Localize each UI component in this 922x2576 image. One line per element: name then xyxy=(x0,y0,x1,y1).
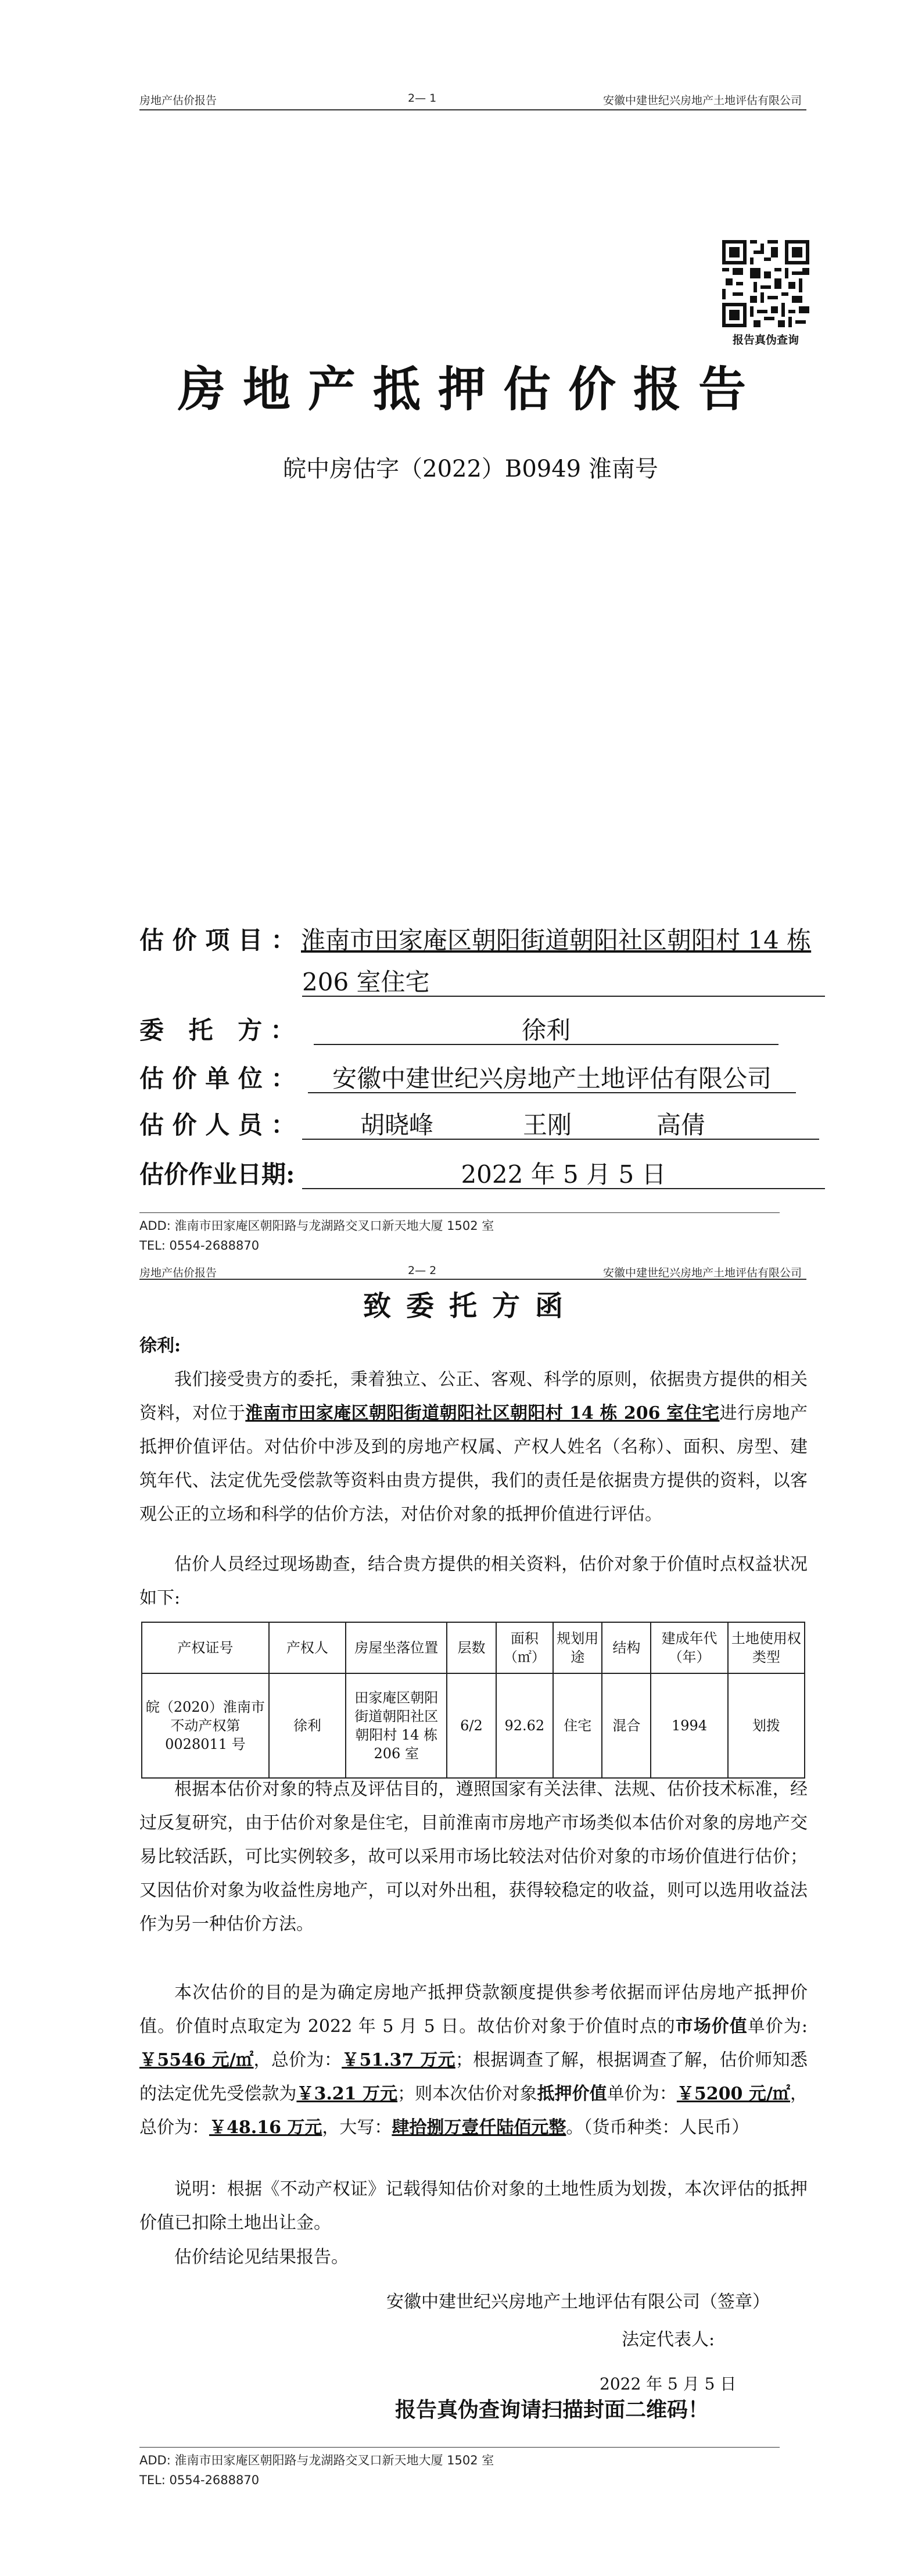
client-label: 委 托 方： xyxy=(139,1016,303,1044)
info-date xyxy=(139,1155,825,1196)
info-project-cont xyxy=(139,963,825,1004)
paragraph-5: 说明：根据《不动产权证》记载得知估价对象的土地性质为划拨，本次评估的抵押价值已扣除土地出让金。 xyxy=(139,2179,808,2233)
paragraph-3: 根据本估价对象的特点及评估目的，遵照国家有关法律、法规、估价技术标准，经过反复研究，由于估价对象是住宅，目前淮南市房地产市场类似本估价对象的房地产交易比较活跃，可比实例较多，故可以采用市场比较法对估价对象的市场价值进行估价；又因估价对象为收益性房地产，可以对外出租，获得较稳定的收益，则可以选用收益法作为另一种估价方法。 xyxy=(139,1779,808,1934)
header-right: 安徽中建世纪兴房地产土地评估有限公司 xyxy=(602,1266,802,1279)
p4-mortgage-unit-price: ￥5200 元/㎡ xyxy=(676,2084,791,2104)
p4-mortgage-value-label: 抵押价值 xyxy=(537,2084,607,2104)
qr-caption: 报告真伪查询 xyxy=(732,334,799,346)
page1-footer xyxy=(139,1216,494,1255)
p4-text: 单价为： xyxy=(607,2084,677,2104)
table-header-cell: 产权证号 xyxy=(142,1622,269,1673)
info-unit xyxy=(139,1060,825,1100)
table-cell: 田家庵区朝阳街道朝阳社区朝阳村 14 栋 206 室 xyxy=(346,1673,447,1778)
paragraph-6: 估价结论见结果报告。 xyxy=(174,2247,349,2267)
p4-text: 单价为: xyxy=(747,2016,808,2037)
appraiser-3: 高倩 xyxy=(656,1111,706,1139)
header-rule xyxy=(139,109,806,110)
p4-text: ，总价为： xyxy=(139,2084,808,2138)
footer-tel: TEL: 0554-2688870 xyxy=(139,2473,260,2487)
project-value-line1: 淮南市田家庵区朝阳街道朝阳社区朝阳村 14 栋 xyxy=(301,926,812,954)
qr-code-icon[interactable] xyxy=(722,240,809,327)
table-header-cell: 规划用途 xyxy=(553,1622,602,1673)
table-row xyxy=(142,1673,805,1778)
report-title: 房地产抵押估价报告 xyxy=(177,362,763,417)
table-cell: 划拨 xyxy=(728,1673,805,1778)
header-left: 房地产估价报告 xyxy=(139,94,217,107)
footer-rule xyxy=(139,2447,780,2448)
unit-label: 估 价 单 位 ： xyxy=(139,1064,296,1093)
header-rule xyxy=(139,1279,806,1280)
appraiser-2: 王刚 xyxy=(523,1111,572,1139)
date-value: 2022 年 5 月 5 日 xyxy=(302,1155,825,1189)
footer-rule xyxy=(139,1212,780,1213)
table-header-cell: 房屋坐落位置 xyxy=(346,1622,447,1673)
info-project xyxy=(139,921,825,962)
table-cell: 住宅 xyxy=(553,1673,602,1778)
footer-address: ADD: 淮南市田家庵区朝阳路与龙湖路交叉口新天地大厦 1502 室 xyxy=(139,1219,494,1233)
p4-market-value-label: 市场价值 xyxy=(675,2016,748,2037)
appraiser-1: 胡晓峰 xyxy=(360,1111,434,1139)
paragraph-2: 估价人员经过现场勘查，结合贵方提供的相关资料，估价对象于价值时点权益状况如下: xyxy=(139,1554,808,1608)
table-header-cell: 结构 xyxy=(602,1622,651,1673)
table-header-row xyxy=(142,1622,805,1673)
table-header-cell: 土地使用权类型 xyxy=(728,1622,805,1673)
header-right: 安徽中建世纪兴房地产土地评估有限公司 xyxy=(602,94,802,107)
p4-mortgage-total-price: ￥48.16 万元 xyxy=(209,2117,322,2138)
project-value-line2: 206 室住宅 xyxy=(302,963,825,997)
table-header-cell: 建成年代（年） xyxy=(651,1622,727,1673)
table-header-cell: 产权人 xyxy=(269,1622,346,1673)
p4-text: ，总价为： xyxy=(253,2050,342,2070)
p4-text: ；根据调查了解，根据调查了解，估价师知悉的法定优先受偿款为 xyxy=(139,2050,808,2104)
p1-property-address: 淮南市田家庵区朝阳街道朝阳社区朝阳村 14 栋 206 室住宅 xyxy=(245,1403,720,1423)
header-left: 房地产估价报告 xyxy=(139,1266,217,1279)
addressee: 徐利: xyxy=(139,1336,181,1356)
sign-representative: 法定代表人: xyxy=(622,2330,715,2350)
unit-value: 安徽中建世纪兴房地产土地评估有限公司 xyxy=(308,1060,796,1093)
date-label: 估价作业日期: xyxy=(139,1160,295,1189)
table-cell: 92.62 xyxy=(496,1673,554,1778)
sign-company: 安徽中建世纪兴房地产土地评估有限公司（签章） xyxy=(386,2292,770,2312)
report-number: 皖中房估字（2022）B0949 淮南号 xyxy=(283,456,658,482)
table-cell: 混合 xyxy=(602,1673,651,1778)
footer-address: ADD: 淮南市田家庵区朝阳路与龙湖路交叉口新天地大厦 1502 室 xyxy=(139,2453,494,2467)
footer-tel: TEL: 0554-2688870 xyxy=(139,1239,260,1253)
table-header-cell: 面积（㎡） xyxy=(496,1622,554,1673)
p4-text: 。（货币种类：人民币） xyxy=(566,2117,749,2138)
client-value: 徐利 xyxy=(314,1011,779,1045)
info-appraisers xyxy=(139,1106,825,1147)
p4-text: 本次估价的目的是为确定房地产抵押贷款额度提供参考依据而评估房地产抵押价值。价值时点取定为 2022 年 5 月 5 日。故估价对象于价值时点的 xyxy=(139,1983,808,2037)
paragraph-1 xyxy=(139,1363,808,1532)
page2-footer xyxy=(139,2450,494,2490)
table-header-cell: 层数 xyxy=(447,1622,496,1673)
info-client xyxy=(139,1011,825,1052)
table-cell: 徐利 xyxy=(269,1673,346,1778)
p4-market-total-price: ￥51.37 万元 xyxy=(342,2050,455,2070)
sign-date: 2022 年 5 月 5 日 xyxy=(600,2374,737,2393)
property-table xyxy=(141,1622,805,1779)
header-page-number: 2— 2 xyxy=(408,1264,437,1277)
table-cell: 皖（2020）淮南市不动产权第 0028011 号 xyxy=(142,1673,269,1778)
letter-heading: 致委托方函 xyxy=(363,1290,578,1322)
paragraph-4 xyxy=(139,1976,808,2145)
qr-verify-notice: 报告真伪查询请扫描封面二维码！ xyxy=(395,2398,709,2422)
appraisers-value xyxy=(302,1106,819,1140)
p4-market-unit-price: ￥5546 元/㎡ xyxy=(139,2050,254,2070)
table-cell: 1994 xyxy=(651,1673,727,1778)
header-page-number: 2— 1 xyxy=(408,92,437,105)
project-label: 估 价 项 目 ： xyxy=(139,926,296,954)
p4-amount-in-words: 肆拾捌万壹仟陆佰元整 xyxy=(392,2117,566,2138)
appraisers-label: 估 价 人 员 ： xyxy=(139,1111,296,1139)
p1-text-c: 进行房地产抵押价值评估。对估价中涉及到的房地产权属、产权人姓名（名称）、面积、房型、建筑年代、法定优先受偿款等资料由贵方提供，我们的责任是依据贵方提供的资料，以客观公正的立场和科学的估价方法，对估价对象的抵押价值进行评估。 xyxy=(139,1403,808,1525)
table-cell: 6/2 xyxy=(447,1673,496,1778)
p1-text-a: 我们接受贵方的委托，秉着独立、公正、客观、科学的原则，依据贵方提供的相关资料，对位于 xyxy=(139,1369,808,1423)
p4-text: ，大写： xyxy=(322,2117,392,2138)
p4-priority-payment: ￥3.21 万元 xyxy=(296,2084,398,2104)
p4-text: ；则本次估价对象 xyxy=(397,2084,537,2104)
